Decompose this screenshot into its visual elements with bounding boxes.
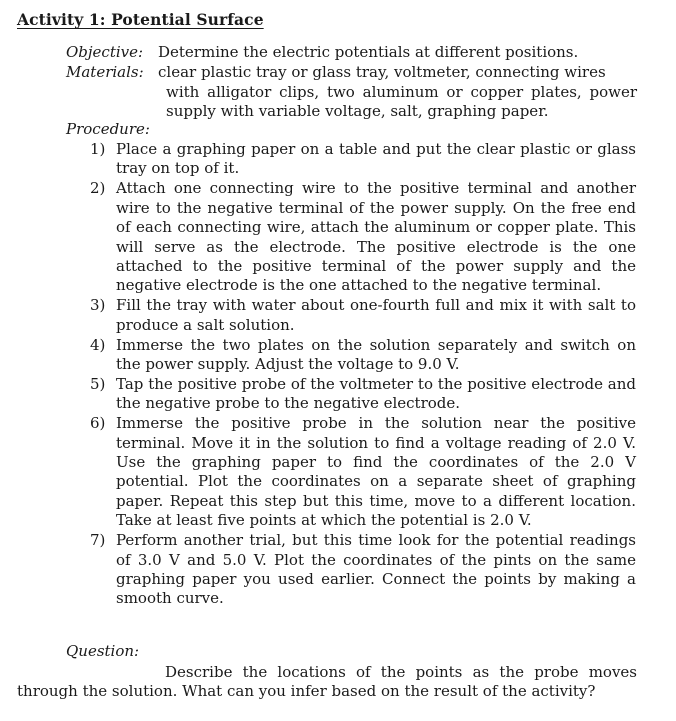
question-text: Describe the locations of the points as the probe moves through the solution. What can you infer based on the result of the activity? <box>17 663 637 701</box>
step-number: 6) <box>90 414 106 433</box>
step-number: 3) <box>90 296 106 315</box>
question-label: Question: <box>66 642 140 660</box>
procedure-step <box>90 414 636 530</box>
step-text: Perform another trial, but this time look for the potential readings of 3.0 V and 5.0 V. Plot the coordinates of the pints on the same graphing paper you used earlier. Connect the points by making a smooth curve. <box>116 531 636 608</box>
step-text: Immerse the two plates on the solution separately and switch on the power supply. Adjust the voltage to 9.0 V. <box>116 335 636 373</box>
step-text: Place a graphing paper on a table and put the clear plastic or glass tray on top of it. <box>116 140 636 178</box>
objective-label: Objective: <box>66 43 144 61</box>
step-number: 2) <box>90 179 106 198</box>
materials-text-continuation: with alligator clips, two aluminum or copper plates, power supply with variable voltage, salt, graphing paper. <box>166 82 637 120</box>
procedure-step <box>90 531 636 609</box>
step-text: Immerse the positive probe in the solution near the positive terminal. Move it in the solution to find a voltage reading of 2.0 V. Use the graphing paper to find the coordinates of the 2.0 V potential. Plot the coordinates on a separate sheet of graphing paper. Repeat this step but this time, move to a different location. Take at least five points at which the potential is 2.0 V. <box>116 414 636 530</box>
materials-label: Materials: <box>66 63 144 81</box>
activity-title: Activity 1: Potential Surface <box>17 10 264 29</box>
procedure-step <box>90 296 636 335</box>
step-number: 4) <box>90 335 106 354</box>
procedure-step <box>90 179 636 295</box>
step-number: 7) <box>90 531 106 550</box>
procedure-step <box>90 375 636 414</box>
procedure-step <box>90 336 636 375</box>
objective-text: Determine the electric potentials at different positions. <box>158 43 579 61</box>
procedure-steps <box>90 140 636 609</box>
procedure-step <box>90 140 636 179</box>
step-text: Fill the tray with water about one-fourth full and mix it with salt to produce a salt solution. <box>116 296 636 334</box>
step-number: 1) <box>90 140 106 158</box>
objective-section <box>66 43 638 62</box>
step-text: Attach one connecting wire to the positive terminal and another wire to the negative terminal of the power supply. On the free end of each connecting wire, attach the aluminum or copper plate. This will serve as the electrode. The positive electrode is the one attached to the positive terminal of the power supply and the negative electrode is the one attached to the negative terminal. <box>116 179 636 295</box>
step-text: Tap the positive probe of the voltmeter to the positive electrode and the negative probe to the negative electrode. <box>116 374 636 413</box>
step-number: 5) <box>90 374 106 393</box>
materials-text-first-line: clear plastic tray or glass tray, voltmeter, connecting wires <box>158 63 606 81</box>
procedure-label: Procedure: <box>66 120 150 138</box>
